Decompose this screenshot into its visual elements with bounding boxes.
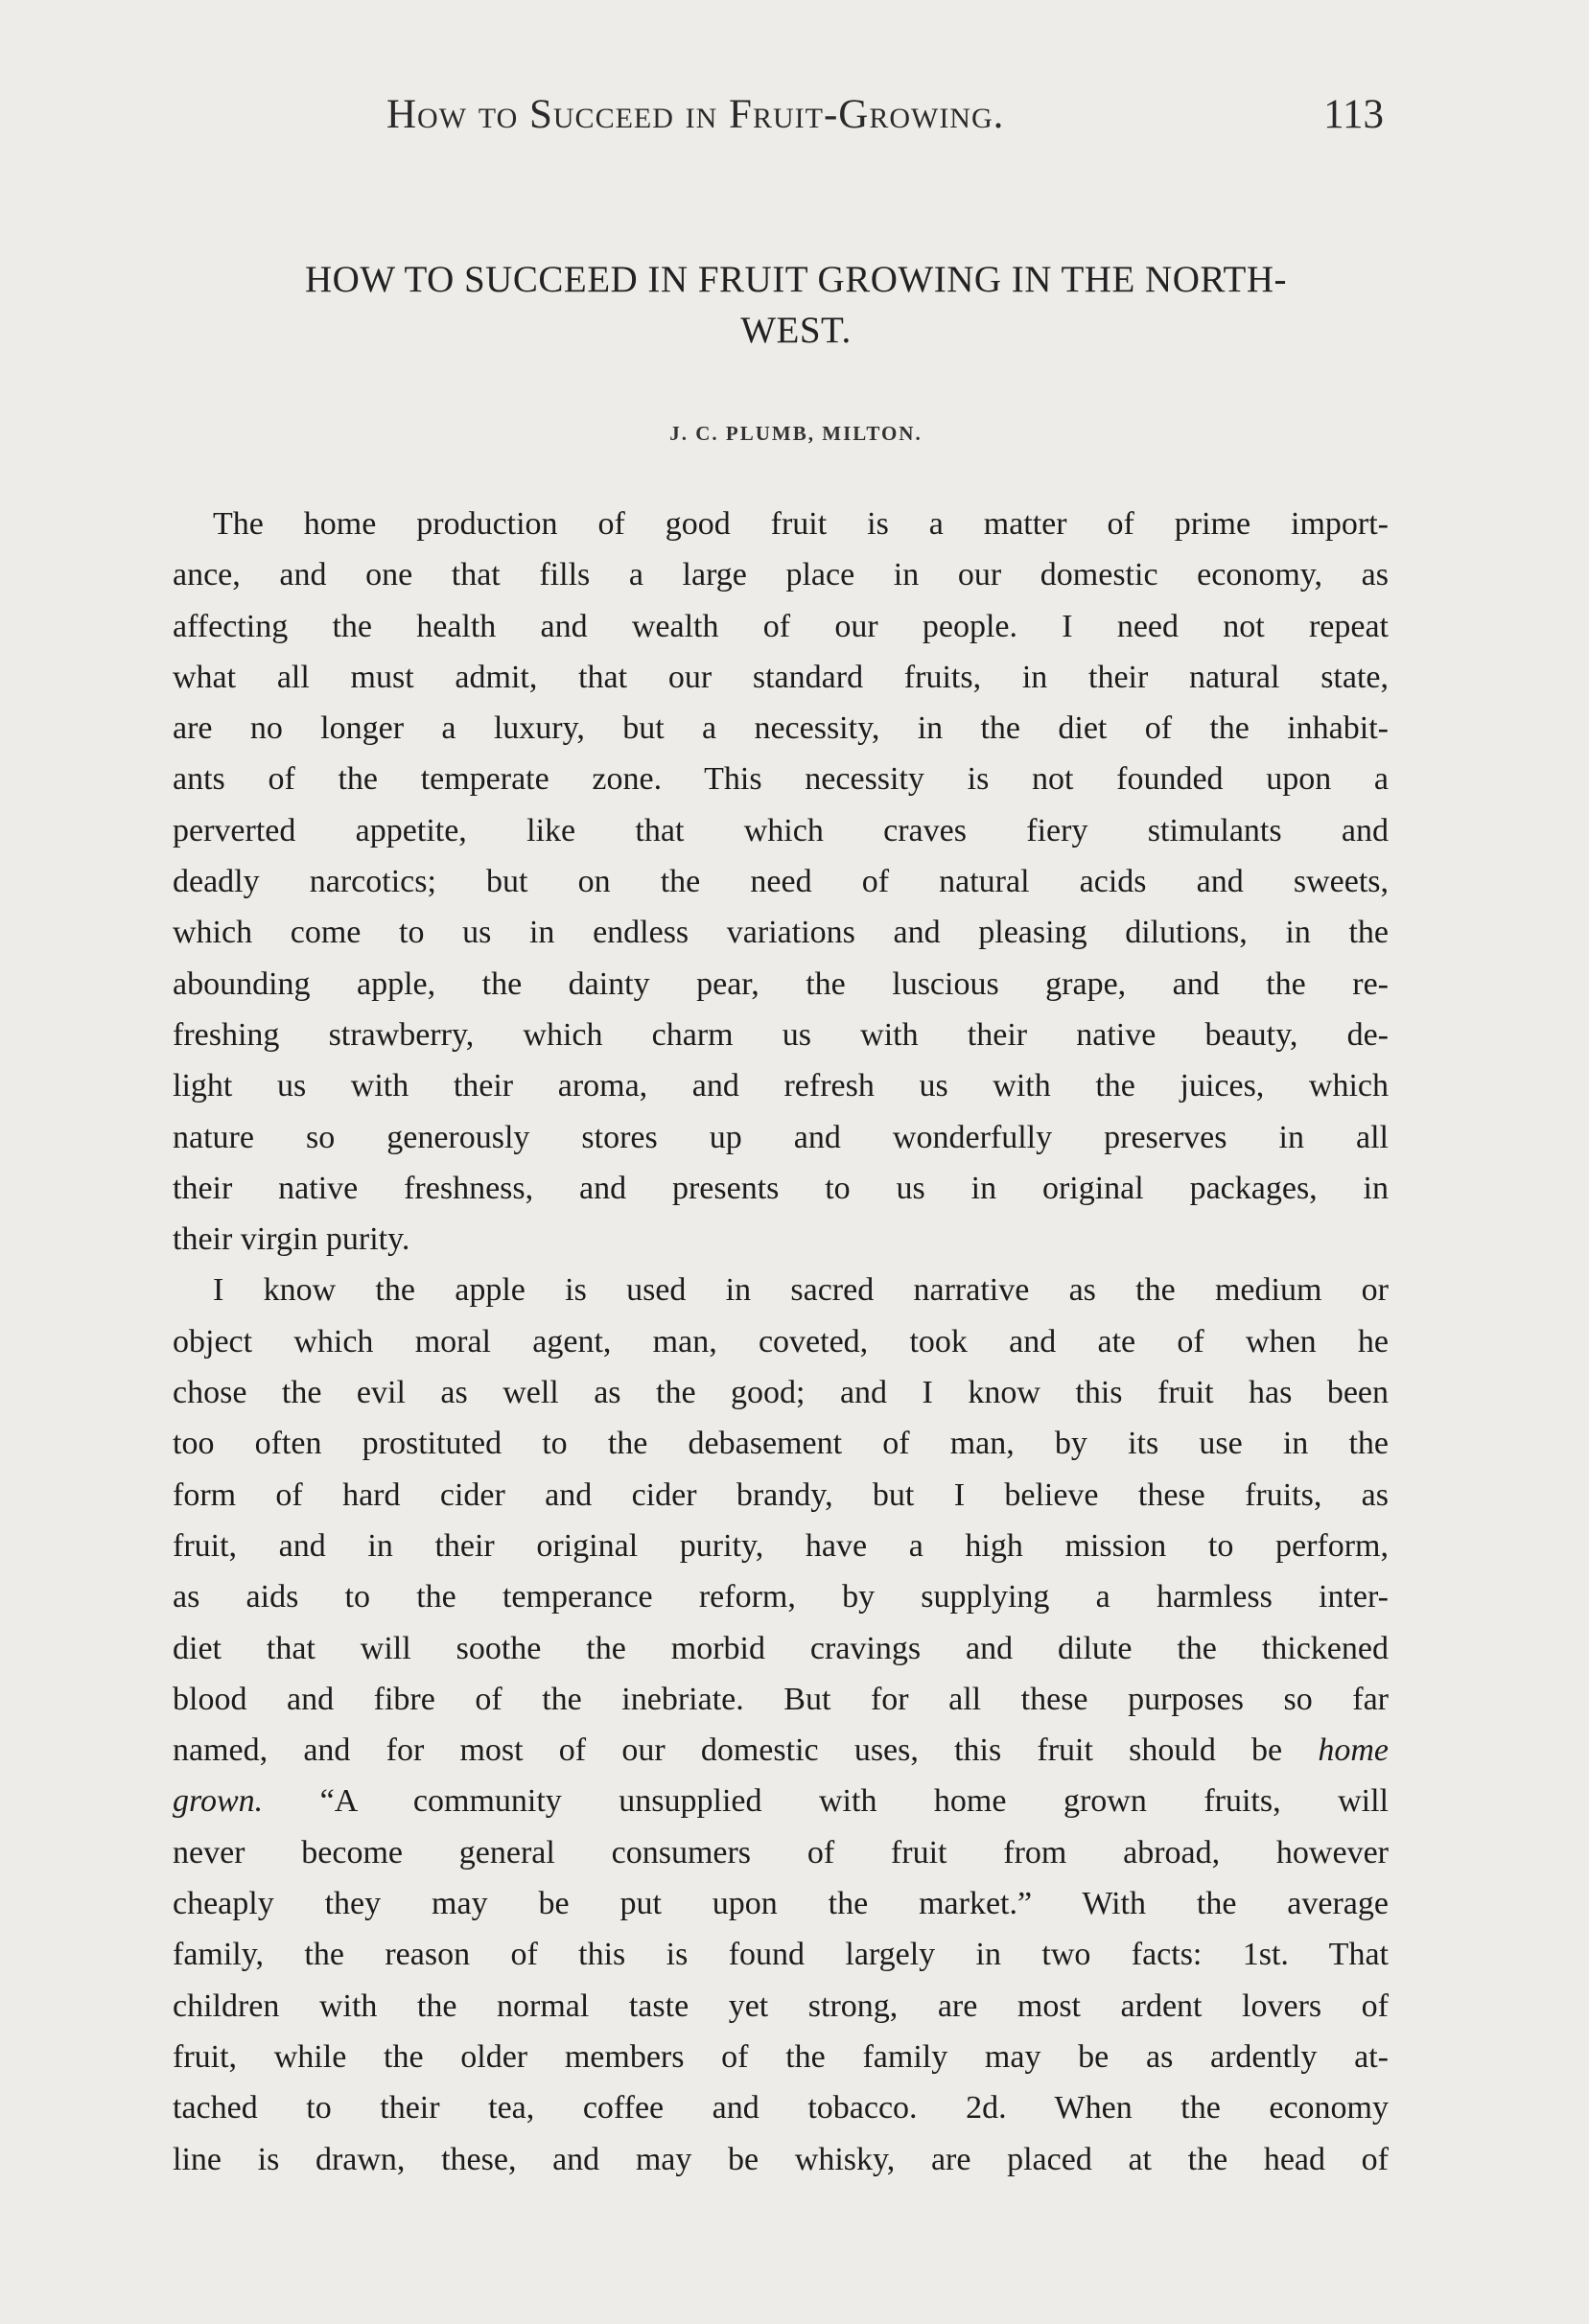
article-title — [163, 254, 1429, 356]
body-line: fruit, while the older members of the family may be as ardently at- — [173, 2038, 1389, 2075]
body-line: ants of the temperate zone. This necessity is not founded upon a — [173, 761, 1389, 798]
body-line: children with the normal taste yet strong, are most ardent lovers of — [173, 1987, 1389, 2024]
body-line: perverted appetite, like that which craves fiery stimulants and — [173, 812, 1389, 848]
body-line: abounding apple, the dainty pear, the luscious grape, and the re- — [173, 965, 1389, 1002]
body-line: object which moral agent, man, coveted, took and ate of when he — [173, 1323, 1389, 1360]
body-line: named, and for most of our domestic uses, this fruit should be home — [173, 1732, 1389, 1769]
body-text — [173, 499, 1389, 2185]
body-line: blood and fibre of the inebriate. But for all these purposes so far — [173, 1681, 1389, 1717]
page-number: 113 — [1323, 92, 1384, 137]
body-line: never become general consumers of fruit from abroad, however — [173, 1834, 1389, 1871]
body-line: fruit, and in their original purity, have a high mission to perform, — [173, 1527, 1389, 1564]
body-line: nature so generously stores up and wonderfully preserves in all — [173, 1119, 1389, 1155]
body-line: chose the evil as well as the good; and I know this fruit has been — [173, 1375, 1389, 1411]
body-line: their virgin purity. — [173, 1221, 410, 1258]
body-line: grown. “A community unsupplied with home grown fruits, will — [173, 1783, 1389, 1820]
body-line: which come to us in endless variations and pleasing dilutions, in the — [173, 915, 1389, 951]
body-line: their native freshness, and presents to us in original packages, in — [173, 1170, 1389, 1206]
body-line: family, the reason of this is found largely in two facts: 1st. That — [173, 1937, 1389, 1973]
body-line: form of hard cider and cider brandy, but I believe these fruits, as — [173, 1476, 1389, 1513]
body-line: diet that will soothe the morbid cravings and dilute the thickened — [173, 1630, 1389, 1666]
running-header — [386, 91, 1384, 149]
body-line: The home production of good fruit is a matter of prime import- — [213, 506, 1389, 542]
body-line: freshing strawberry, which charm us with their native beauty, de- — [173, 1016, 1389, 1053]
body-line: what all must admit, that our standard fruits, in their natural state, — [173, 659, 1389, 695]
article-title-line-1: HOW TO SUCCEED IN FRUIT GROWING IN THE NORTH- — [304, 259, 1288, 300]
body-line: line is drawn, these, and may be whisky, are placed at the head of — [173, 2141, 1389, 2177]
body-line: affecting the health and wealth of our people. I need not repeat — [173, 608, 1389, 644]
author-byline: J. C. PLUMB, MILTON. — [669, 422, 923, 445]
body-line: are no longer a luxury, but a necessity, in the diet of the inhabit- — [173, 710, 1389, 747]
body-line: as aids to the temperance reform, by supplying a harmless inter- — [173, 1579, 1389, 1615]
article-title-line-2: WEST. — [740, 310, 852, 351]
body-line: ance, and one that fills a large place in our domestic economy, as — [173, 557, 1389, 593]
running-title: How to Succeed in Fruit-Growing. — [386, 92, 1005, 137]
body-line: light us with their aroma, and refresh us with the juices, which — [173, 1068, 1389, 1104]
body-line: tached to their tea, coffee and tobacco. 2d. When the economy — [173, 2090, 1389, 2126]
body-line: cheaply they may be put upon the market.” With the average — [173, 1886, 1389, 1922]
body-line: deadly narcotics; but on the need of natural acids and sweets, — [173, 864, 1389, 900]
body-line: I know the apple is used in sacred narrative as the medium or — [213, 1272, 1389, 1309]
body-line: too often prostituted to the debasement of man, by its use in the — [173, 1426, 1389, 1462]
